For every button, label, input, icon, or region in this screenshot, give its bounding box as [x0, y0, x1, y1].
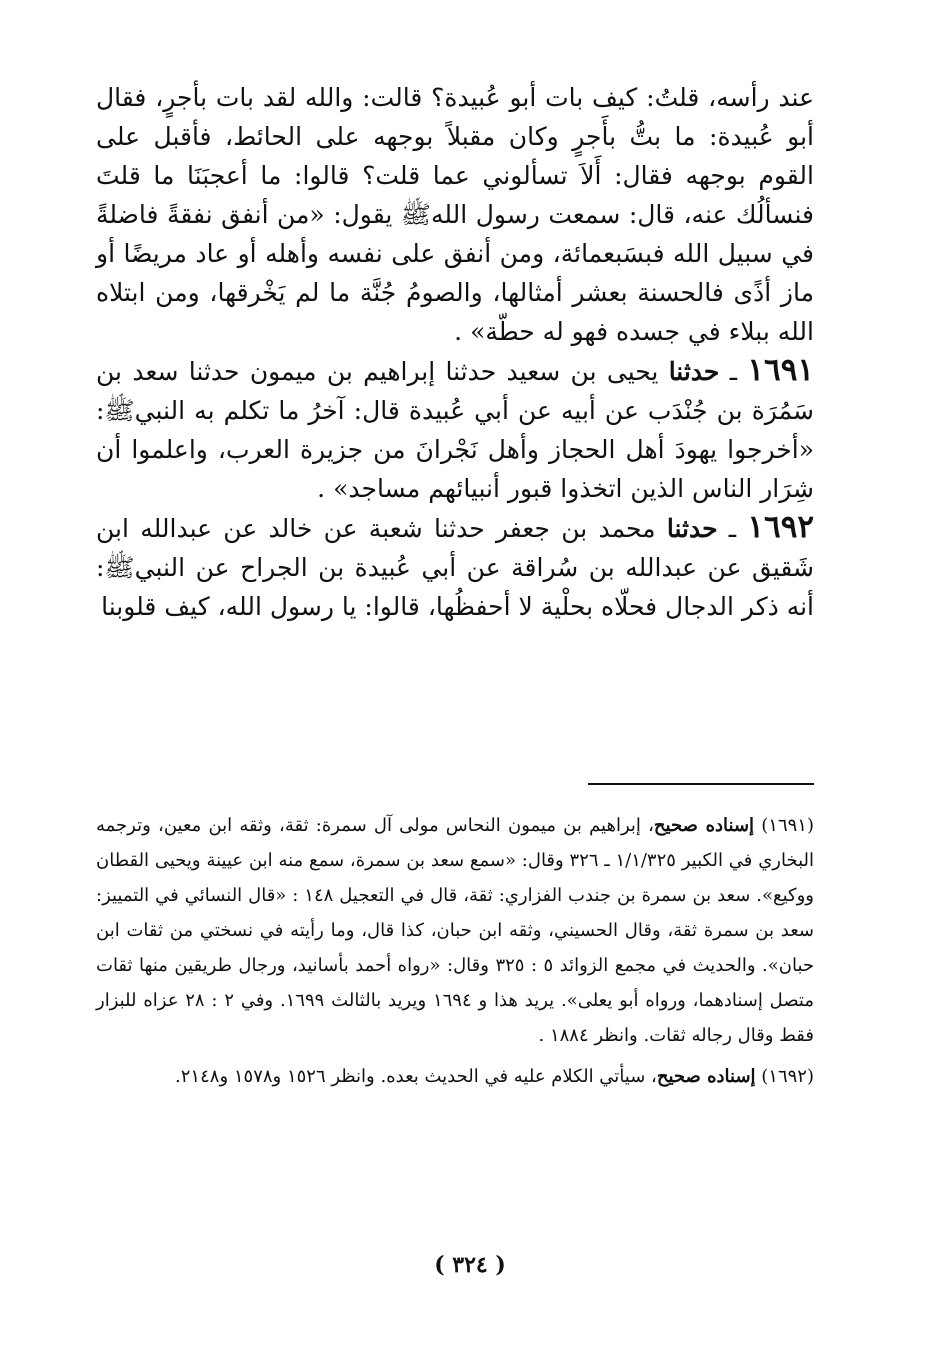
hadith-number: ١٦٩١ [747, 352, 814, 388]
hadith-1692 [96, 508, 814, 626]
footnote-text: ، إبراهيم بن ميمون النحاس مولى آل سمرة: ثقة، وثقه ابن معين، وترجمه البخاري في الكبير ١/١/٣٢٥ ـ ٣٢٦ وقال: «سمع سعد بن سمرة، سمع منه ابن عيينة ويحيى القطان ووكيع». سعد بن سمرة بن جندب الفزاري: ثقة، قال في التعجيل ١٤٨ : «قال النسائي في التمييز: سعد بن سمرة ثقة، وقال الحسيني، وثقه ابن حبان، كذا قال، وما رأيته في نسختي من ثقات ابن حبان». والحديث في مجمع الزوائد ٥ : ٣٢٥ وقال: «رواه أحمد بأسانيد، ورجال طريقين منها ثقات متصل إسنادهما، ورواه أبو يعلى». يريد هذا و ١٦٩٤ ويريد بالثالث ١٦٩٩. وفي ٢ : ٢٨ عزاه للبزار فقط وقال رجاله ثقات. وانظر ١٨٨٤ . [96, 815, 815, 1046]
hadith-text: يحيى بن سعيد حدثنا إبراهيم بن ميمون حدثنا سعد بن سَمُرَة بن جُنْدَب عن أبيه عن أبي عُبيدة قال: آخرُ ما تكلم به النبيﷺ: «أخرجوا يهودَ أهل الحجاز وأهل نَجْرانَ من جزيرة العرب، واعلموا أن شِرَار الناس الذين اتخذوا قبور أنبيائهم مساجد» . [96, 357, 814, 503]
hadith-1691 [96, 351, 814, 508]
footnote-text: ، سيأتي الكلام عليه في الحديث بعده. وانظر ١٥٢٦ و١٥٧٨ و٢١٤٨. [175, 1066, 657, 1087]
hadith-opener: حدثنا [666, 514, 718, 543]
footnote-separator [588, 783, 814, 785]
footnote-label: إسناده صحيح [656, 1066, 756, 1087]
footnote-label: إسناده صحيح [653, 815, 755, 836]
page-body [96, 78, 814, 626]
hadith-dash: ـ [717, 514, 748, 543]
hadith-number: ١٦٩٢ [747, 509, 814, 545]
footnote-ref: (١٦٩١) [761, 815, 814, 836]
footnote-1691 [96, 808, 814, 1053]
hadith-opener: حدثنا [668, 357, 720, 386]
main-text [96, 78, 814, 626]
footnotes [96, 808, 814, 1094]
footnote-1692 [96, 1059, 814, 1094]
hadith-dash: ـ [719, 357, 748, 386]
footnote-ref: (١٦٩٢) [761, 1066, 814, 1087]
hadith-text: محمد بن جعفر حدثنا شعبة عن خالد عن عبدالله ابن شَقيق عن عبدالله بن سُراقة عن أبي عُبيدة بن الجراح عن النبيﷺ: أنه ذكر الدجال فحلّاه بحلْية لا أحفظُها، قالوا: يا رسول الله، كيف قلوبنا [96, 514, 814, 621]
page-number: ( ٣٢٤ ) [434, 1252, 506, 1278]
continuation-paragraph: عند رأسه، قلتُ: كيف بات أبو عُبيدة؟ قالت: والله لقد بات بأجرٍ، فقال أبو عُبيدة: ما بتُّ بأَجرٍ وكان مقبلاً بوجهه على الحائط، فأقبل على القوم بوجهه فقال: أَلاَ تسألوني عما قلت؟ قالوا: ما أعجبَنَا ما قلتَ فنسألُك عنه، قال: سمعت رسول اللهﷺ يقول: «من أنفق نفقةً فاضلةً في سبيل الله فبسَبعمائة، ومن أنفق على نفسه وأهله أو عاد مريضًا أو ماز أذًى فالحسنة بعشر أمثالها، والصومُ جُنَّة ما لم يَخْرقها، ومن ابتلاه الله ببلاء في جسده فهو له حطّة» . [96, 83, 814, 346]
